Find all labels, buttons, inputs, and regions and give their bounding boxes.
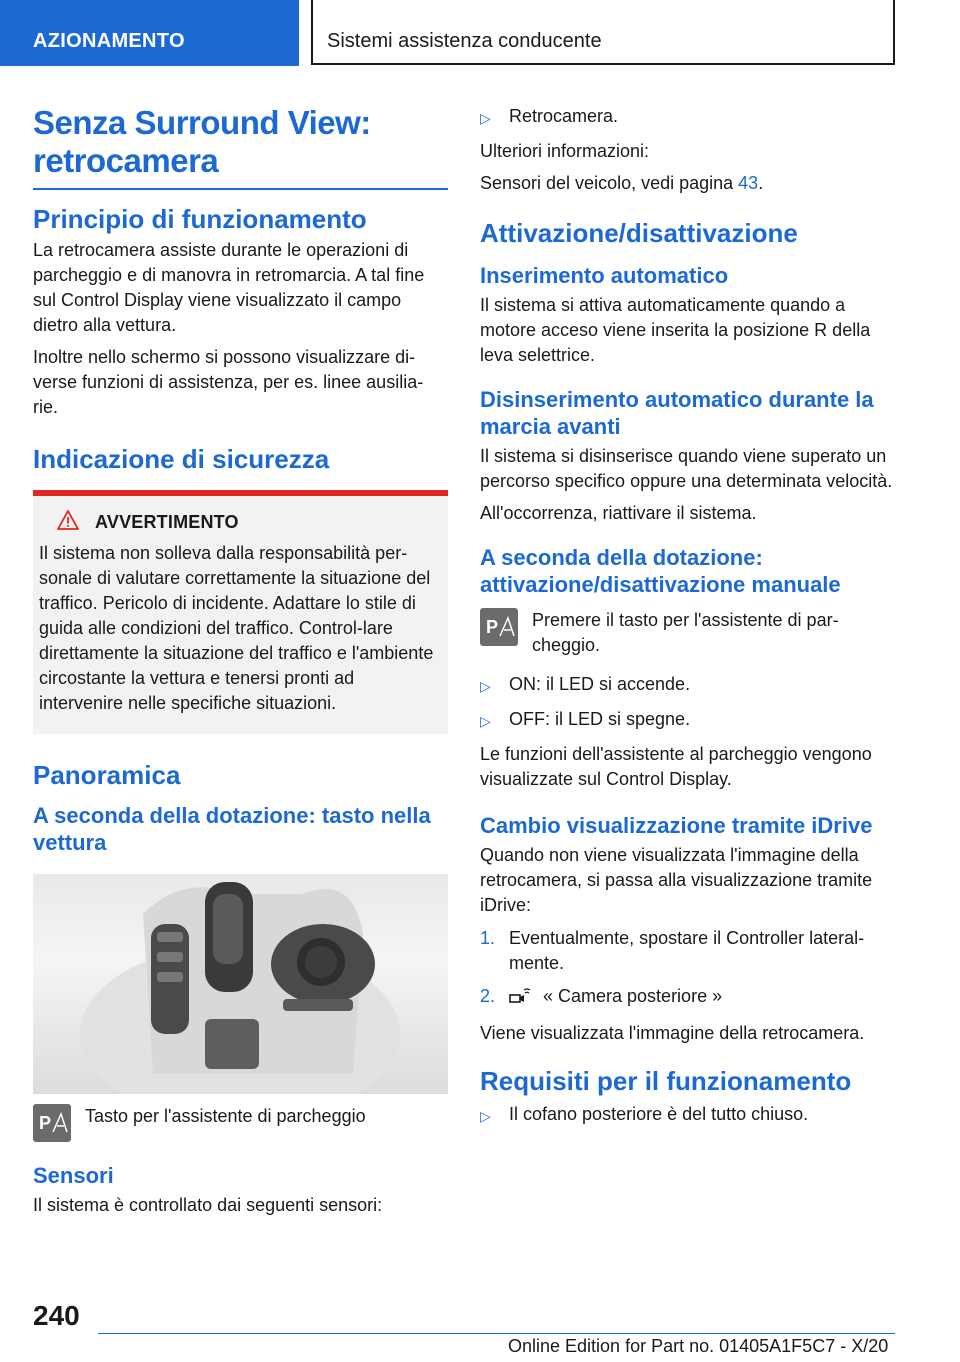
principio-heading: Principio di funzionamento — [33, 204, 367, 234]
panoramica-heading: Panoramica — [33, 760, 181, 790]
manual-heading: A seconda della dotazione: attivazione/disattivazione manuale — [480, 545, 841, 597]
idrive-result: Viene visualizzata l'immagine della retrocamera. — [480, 1023, 865, 1043]
step-number: 2. — [480, 986, 496, 1006]
park-assist-caption: Tasto per l'assistente di parcheggio — [85, 1106, 366, 1126]
warning-text: Il sistema non solleva dalla responsabilità per-sonale di valutare correttamente la situazione del traffico. Pericolo di incidente. Adattare lo stile di guida alle condizioni del traffico. Control-lare direttamente la situazione del traffico e l'ambiente circostante la vettura e tenersi pronti ad intervenire nelle specifiche situazioni. — [39, 543, 434, 713]
display-text: Le funzioni dell'assistente al parcheggio vengono visualizzate sul Control Display. — [480, 744, 872, 789]
camera-icon — [509, 984, 531, 1013]
step-number: 1. — [480, 928, 496, 948]
principio-paragraph: La retrocamera assiste durante le operazioni di parcheggio e di manovra in retromarcia. A tal fine sul Control Display viene visualizzato il campo dietro alla vettura. — [33, 240, 425, 335]
chapter-title: Sistemi assistenza conducente — [327, 30, 602, 52]
bullet-triangle-icon: ▷ — [480, 1108, 491, 1124]
reference-text: Sensori del veicolo, vedi pagina — [480, 173, 739, 193]
page-title: Senza Surround View: retrocamera — [33, 104, 371, 179]
page-number: 240 — [33, 1300, 80, 1331]
center-console-photo — [33, 874, 448, 1094]
right-column — [480, 104, 900, 1137]
auto-on-text: Il sistema si attiva automaticamente quando a motore acceso viene inserita la posizione R della leva selettrice. — [480, 295, 871, 365]
panoramica-subheading: A seconda della dotazione: tasto nella vettura — [33, 803, 431, 855]
step-item — [480, 984, 900, 1013]
title-rule — [33, 188, 448, 190]
warning-box — [33, 496, 448, 734]
auto-off-text: Il sistema si disinserisce quando viene superato un percorso specifico oppure una determinata velocità. — [480, 446, 893, 491]
bullet-triangle-icon: ▷ — [480, 110, 491, 126]
step-item — [480, 926, 900, 976]
sensori-reference — [480, 171, 900, 196]
attivazione-heading: Attivazione/disattivazione — [480, 218, 798, 248]
list-item-text: ON: il LED si accende. — [509, 674, 691, 694]
auto-off-text-2: All'occorrenza, riattivare il sistema. — [480, 503, 757, 523]
footer-rule — [98, 1333, 895, 1334]
section-label: AZIONAMENTO — [33, 30, 185, 52]
manual-instruction-text: Premere il tasto per l'assistente di par-cheggio. — [532, 610, 839, 655]
step-text: Eventualmente, spostare il Controller lateral-mente. — [509, 928, 865, 973]
idrive-text: Quando non viene visualizzata l'immagine della retrocamera, si passa alla visualizzazione tramite iDrive: — [480, 845, 873, 915]
sicurezza-heading: Indicazione di sicurezza — [33, 444, 330, 474]
warning-triangle-icon — [57, 510, 79, 535]
requisiti-heading: Requisiti per il funzionamento — [480, 1066, 852, 1096]
sensori-text: Il sistema è controllato dai seguenti sensori: — [33, 1195, 383, 1215]
idrive-heading: Cambio visualizzazione tramite iDrive — [480, 813, 873, 838]
svg-text:P: P — [486, 617, 499, 637]
left-column — [33, 104, 448, 1225]
header-underline — [311, 63, 895, 65]
warning-label: AVVERTIMENTO — [95, 512, 239, 532]
page-link[interactable]: 43 — [738, 173, 759, 193]
park-assist-button-icon — [480, 608, 518, 646]
manual-instruction-row — [480, 608, 900, 658]
header-divider — [893, 0, 895, 64]
section-tab — [0, 0, 299, 66]
list-item — [480, 707, 900, 734]
bullet-triangle-icon: ▷ — [480, 713, 491, 729]
warning-header — [39, 510, 442, 535]
more-info-label: Ulteriori informazioni: — [480, 141, 650, 161]
auto-off-heading: Disinserimento automatico durante la marcia avanti — [480, 387, 874, 439]
park-assist-button-icon — [33, 1104, 71, 1142]
step-text: « Camera posteriore » — [543, 986, 723, 1006]
list-item-text: Il cofano posteriore è del tutto chiuso. — [509, 1104, 809, 1124]
auto-on-heading: Inserimento automatico — [480, 263, 729, 288]
reference-suffix: . — [758, 173, 764, 193]
list-item-text: Retrocamera. — [509, 106, 619, 126]
park-assist-caption-row — [33, 1104, 448, 1142]
edition-text: Online Edition for Part no. 01405A1F5C7 - X/20 — [508, 1336, 889, 1356]
sensori-heading: Sensori — [33, 1163, 114, 1188]
list-item — [480, 104, 900, 131]
svg-text:P: P — [39, 1113, 52, 1133]
header-divider — [311, 0, 313, 64]
list-item-text: OFF: il LED si spegne. — [509, 709, 691, 729]
list-item — [480, 1102, 900, 1129]
bullet-triangle-icon: ▷ — [480, 678, 491, 694]
list-item — [480, 672, 900, 699]
principio-paragraph-2: Inoltre nello schermo si possono visualizzare di-verse funzioni di assistenza, per es. linee ausilia-rie. — [33, 347, 424, 417]
